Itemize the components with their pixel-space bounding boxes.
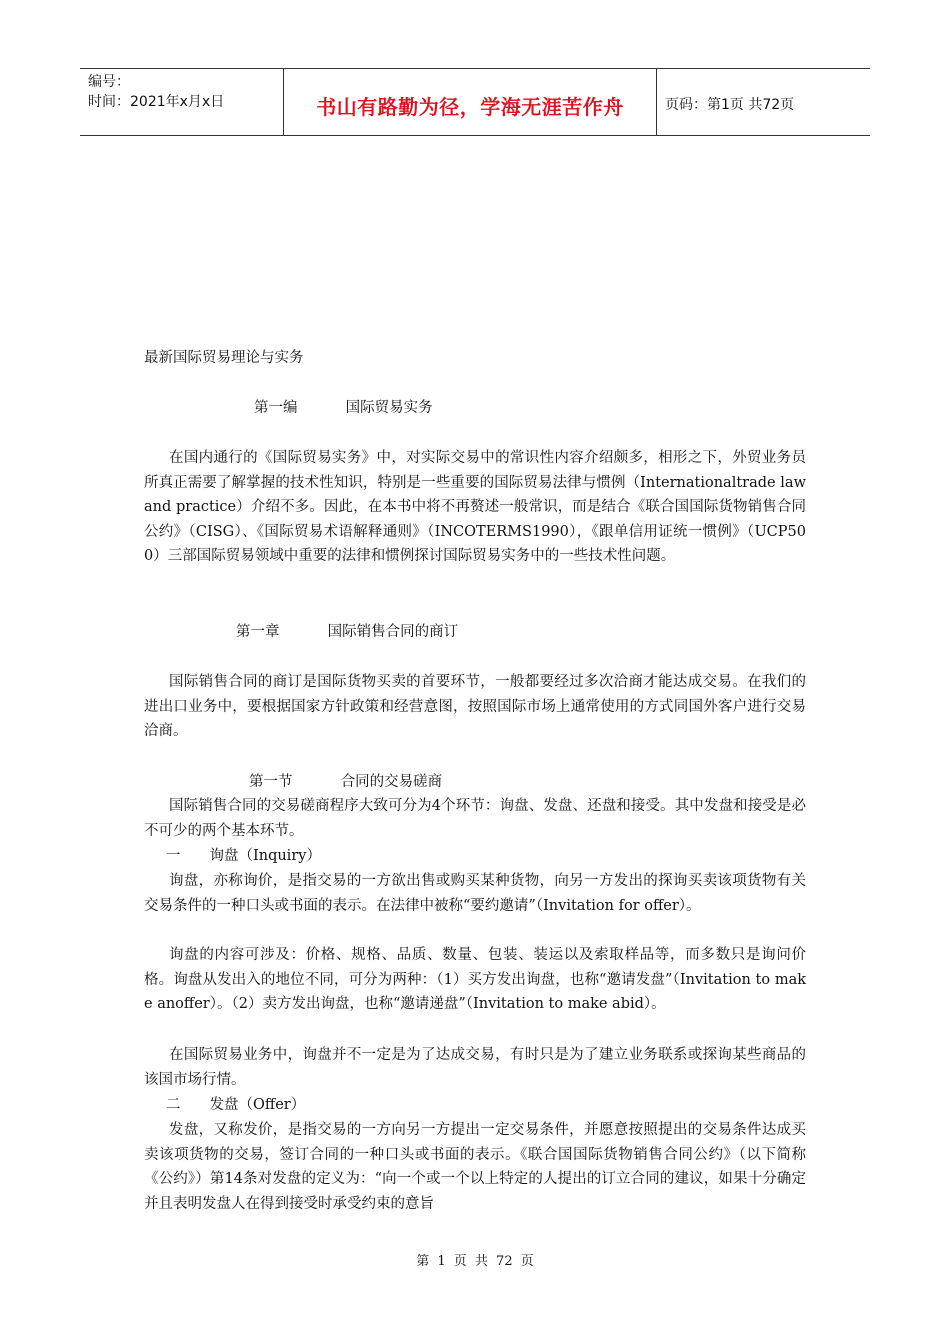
item1-paragraph-3: 在国际贸易业务中，询盘并不一定是为了达成交易，有时只是为了建立业务联系或探询某些商品的该国市场行情。 — [144, 1047, 806, 1088]
intro-paragraph: 在国内通行的《国际贸易实务》中，对实际交易中的常识性内容介绍颇多，相形之下，外贸业务员所真正需要了解掌握的技术性知识，特别是一些重要的国际贸易法律与惯例（Internationaltrade law and practice）介绍不多。因此，在本书中将不再赘述一般常识，而是结合《联合国国际货物销售合同公约》（CISG）、《国际贸易术语解释通则》（INCOTERMS1990），《跟单信用证统一惯例》（UCP500）三部国际贸易领域中重要的法律和惯例探讨国际贸易实务中的一些技术性问题。 — [144, 450, 806, 565]
item1-paragraph-1: 询盘，亦称询价，是指交易的一方欲出售或购买某种货物，向另一方发出的探询买卖该项货物有关交易条件的一种口头或书面的表示。在法律中被称“要约邀请”（Invitation for offer）。 — [144, 873, 806, 914]
header-page-cell — [657, 69, 870, 135]
part-heading: 第一编 国际贸易实务 — [254, 400, 433, 416]
item2-paragraph-1: 发盘，又称发价，是指交易的一方向另一方提出一定交易条件，并愿意按照提出的交易条件达成买卖该项货物的交易，签订合同的一种口头或书面的表示。《联合国国际货物销售合同公约》（以下简称《公约》）第14条对发盘的定义为：“向一个或一个以上特定的人提出的订立合同的建议，如果十分确定并且表明发盘人在得到接受时承受约束的意旨 — [144, 1122, 806, 1212]
section-heading: 第一节 合同的交易磋商 — [249, 774, 443, 790]
header-meta-cell — [80, 69, 283, 135]
motto-text: 书山有路勤为径，学海无涯苦作舟 — [316, 94, 624, 119]
section-intro-paragraph: 国际销售合同的交易磋商程序大致可分为4个环节：询盘、发盘、还盘和接受。其中发盘和接受是必不可少的两个基本环节。 — [144, 798, 806, 839]
chapter-intro-paragraph: 国际销售合同的商订是国际货物买卖的首要环节，一般都要经过多次洽商才能达成交易。在我们的进出口业务中，要根据国家方针政策和经营意图，按照国际市场上通常使用的方式同国外客户进行交易洽商。 — [144, 674, 806, 740]
item1-paragraph-2: 询盘的内容可涉及：价格、规格、品质、数量、包装、装运以及索取样品等，而多数只是询问价格。询盘从发出入的地位不同，可分为两种：（1）买方发出询盘，也称“邀请发盘”（Invitation to make anoffer）。（2）卖方发出询盘，也称“邀请递盘”（Invitation to make abid）。 — [144, 947, 806, 1013]
item2-heading: 二 发盘（Offer） — [166, 1097, 306, 1113]
document-title: 最新国际贸易理论与实务 — [144, 350, 304, 366]
date-label: 时间：2021年x月x日 — [88, 94, 225, 110]
page-footer: 第 1 页 共 72 页 — [416, 1254, 534, 1269]
item1-heading: 一 询盘（Inquiry） — [166, 848, 321, 864]
page-header — [80, 68, 870, 136]
header-motto-cell — [283, 69, 657, 135]
page-count-label: 页码：第1页 共72页 — [665, 97, 795, 113]
serial-label: 编号： — [88, 74, 130, 90]
chapter-heading: 第一章 国际销售合同的商订 — [236, 624, 459, 640]
